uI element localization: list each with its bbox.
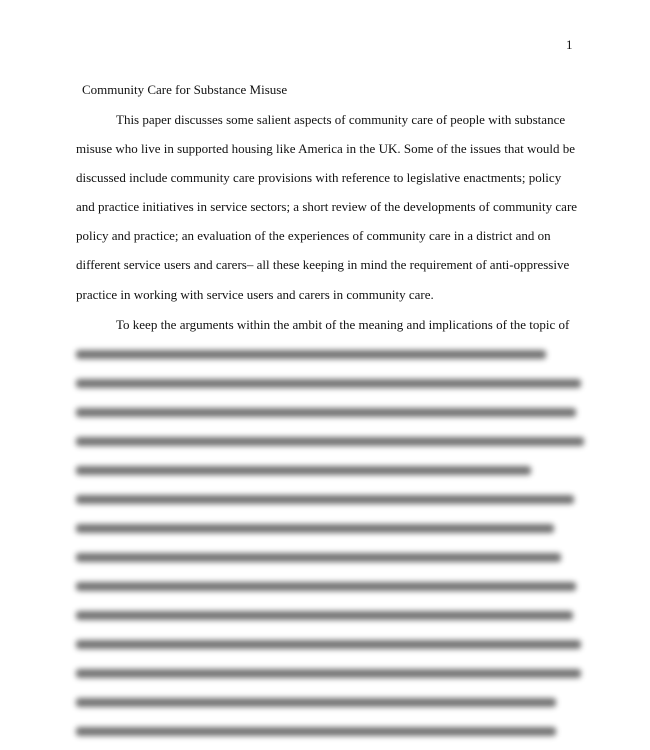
blurred-line: [76, 495, 574, 504]
blurred-line: [76, 524, 554, 533]
blurred-line: [76, 698, 556, 707]
paragraph-1-line-6: different service users and carers– all these keeping in mind the requirement of anti-oppressive: [76, 257, 570, 272]
paragraph-1-line-1: This paper discusses some salient aspects of community care of people with substance: [116, 112, 566, 127]
blurred-line: [76, 611, 573, 620]
blurred-line: [76, 379, 581, 388]
blurred-text-region: [70, 338, 590, 750]
blurred-line: [76, 669, 581, 678]
paragraph-1-line-2: misuse who live in supported housing like America in the UK. Some of the issues that would be: [76, 141, 575, 156]
page-number: 1: [566, 37, 573, 52]
blurred-line: [76, 437, 584, 446]
paragraph-1-line-4: and practice initiatives in service sectors; a short review of the developments of community care: [76, 199, 578, 214]
paragraph-1-line-7: practice in working with service users and carers in community care.: [76, 287, 434, 302]
blurred-line: [76, 408, 576, 417]
paragraph-1-line-5: policy and practice; an evaluation of the experiences of community care in a district and on: [76, 228, 551, 243]
blurred-line: [76, 553, 561, 562]
blurred-line: [76, 466, 531, 475]
blurred-line: [76, 350, 546, 359]
paragraph-2-line-1: To keep the arguments within the ambit of the meaning and implications of the topic of: [116, 317, 570, 332]
blurred-line: [76, 582, 576, 591]
blurred-line: [76, 640, 581, 649]
paragraph-1-line-3: discussed include community care provisions with reference to legislative enactments; policy: [76, 170, 562, 185]
document-title: Community Care for Substance Misuse: [82, 82, 288, 97]
blurred-line: [76, 727, 556, 736]
